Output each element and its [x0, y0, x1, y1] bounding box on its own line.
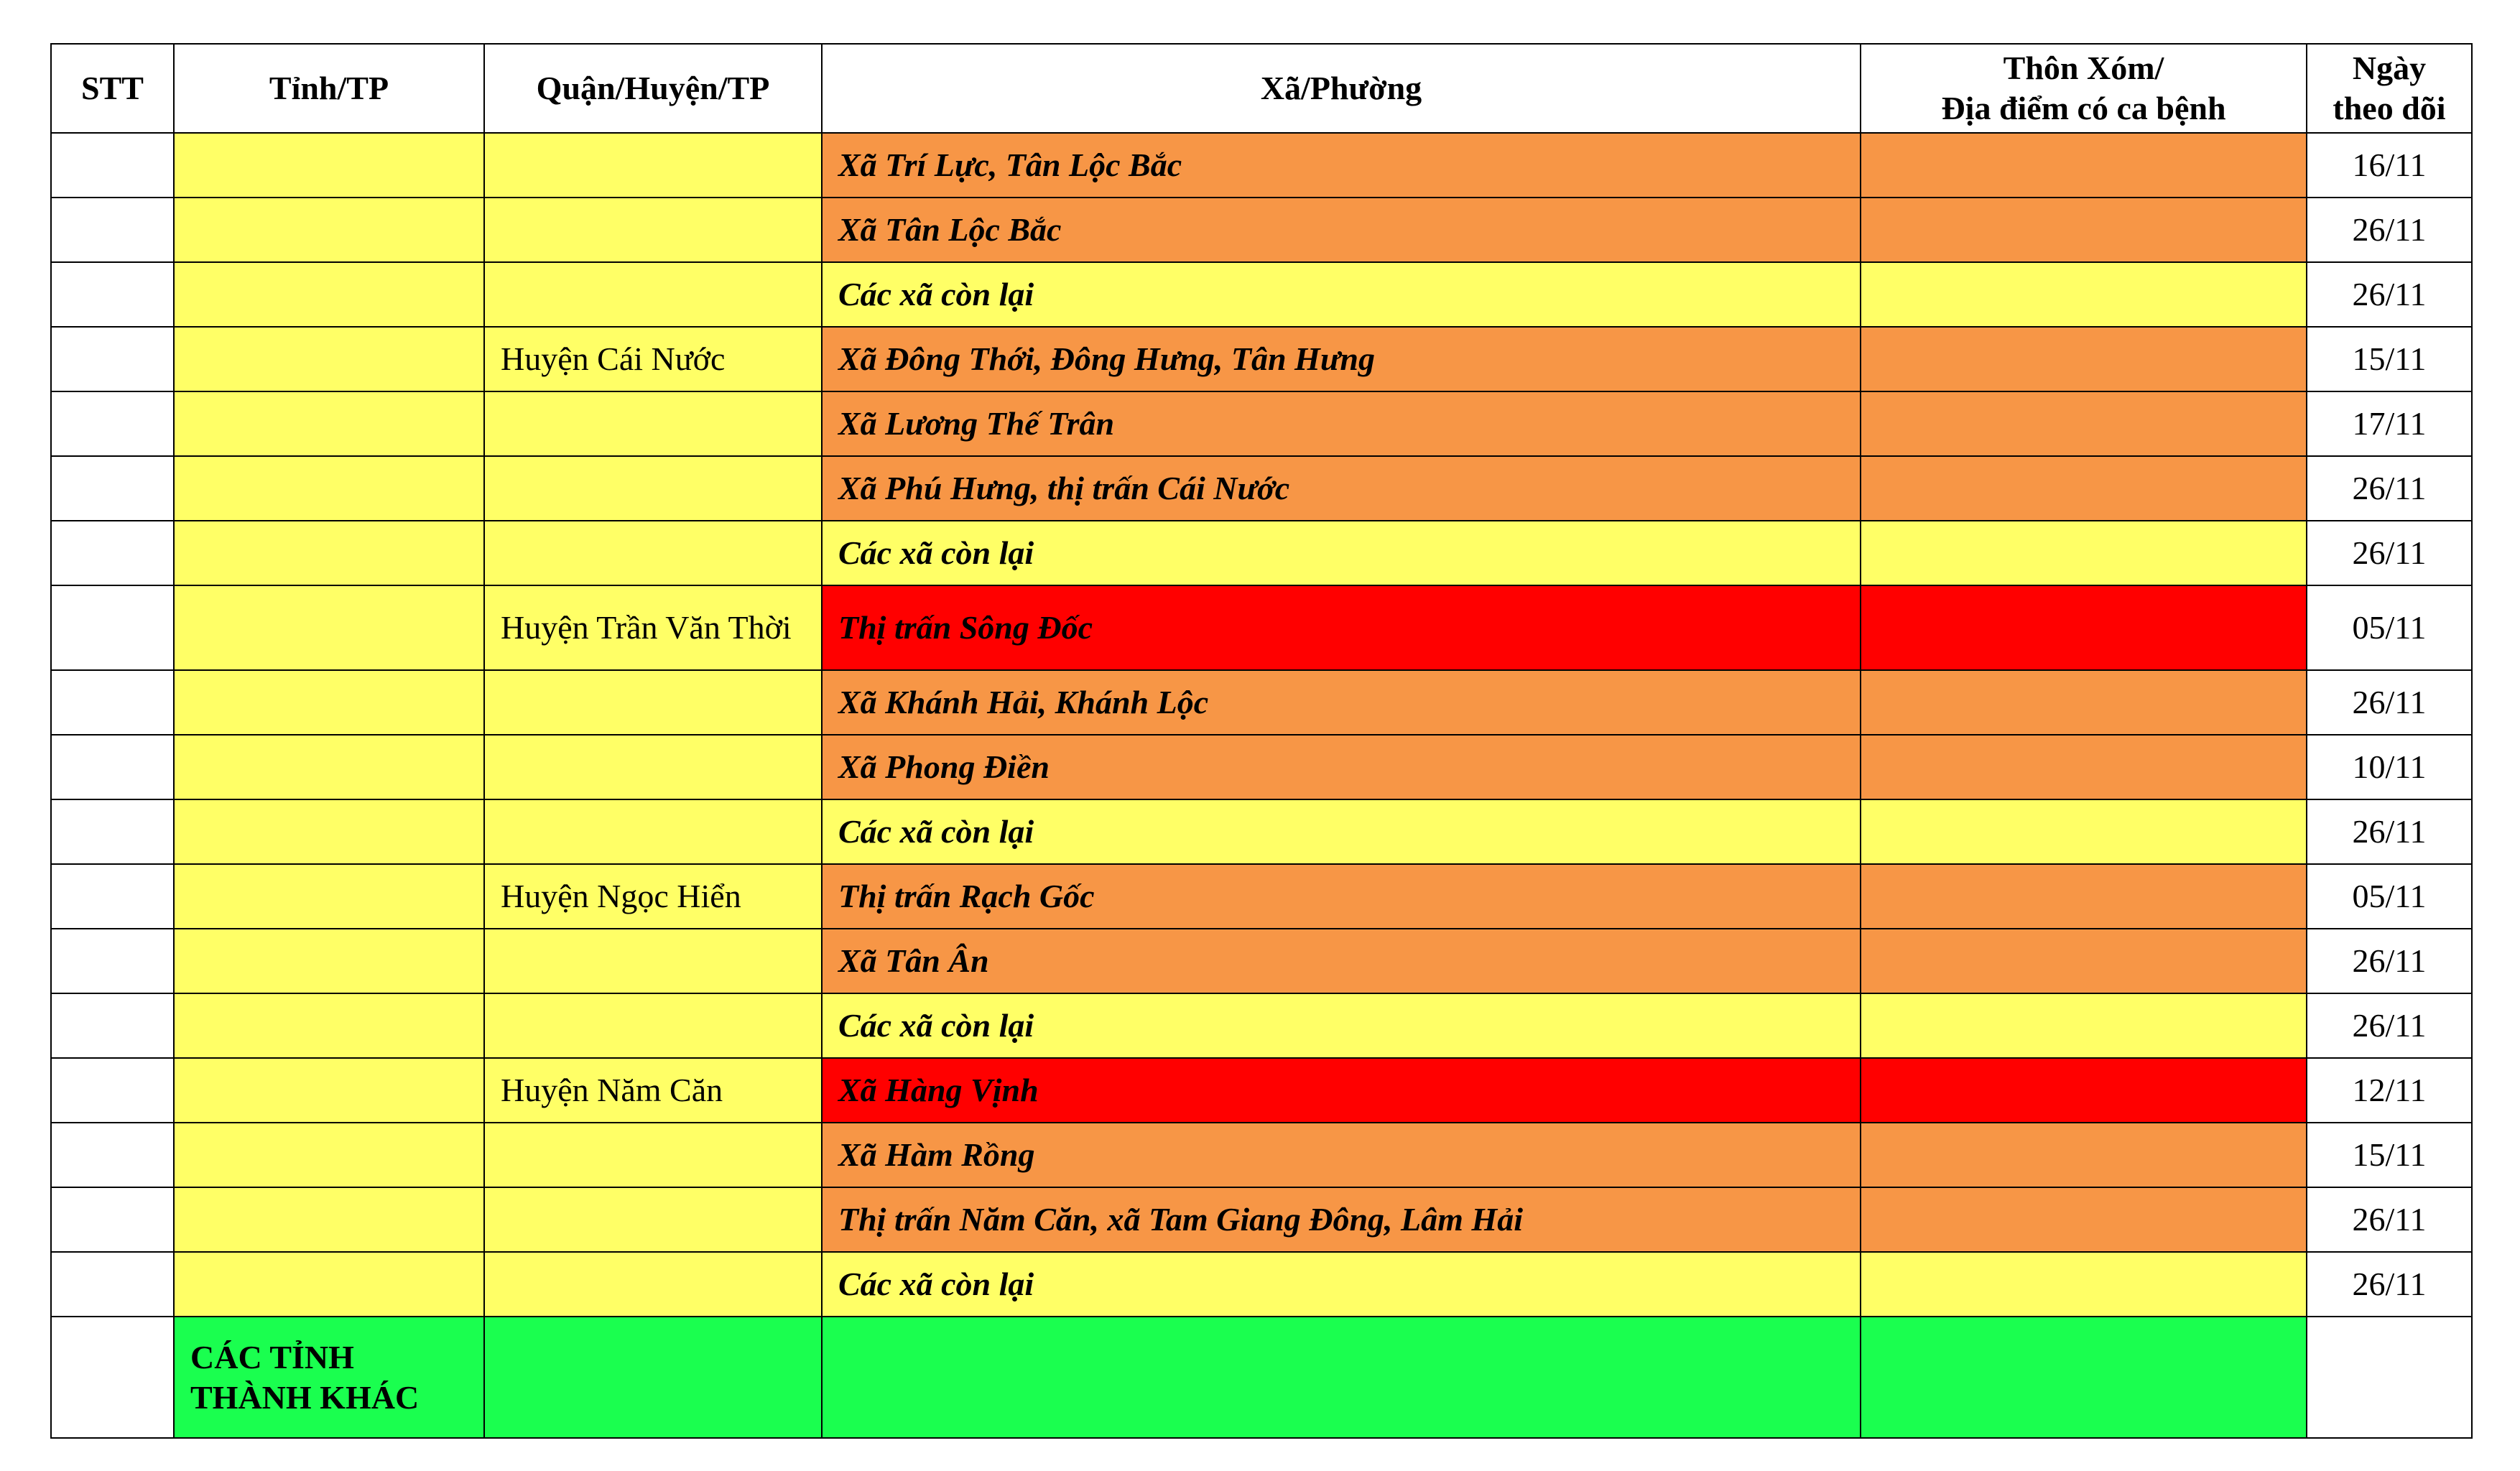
table-row: [51, 456, 2472, 521]
ward-cell: Xã Đông Thới, Đông Hưng, Tân Hưng: [822, 327, 1861, 391]
other-provinces-line1: CÁC TỈNH: [190, 1338, 354, 1375]
stt-cell: [51, 391, 174, 456]
district-cell: [484, 1252, 822, 1317]
ward-cell: Xã Hàng Vịnh: [822, 1058, 1861, 1123]
ward-cell: Xã Phú Hưng, thị trấn Cái Nước: [822, 456, 1861, 521]
ward-cell: Xã Phong Điền: [822, 735, 1861, 799]
date-cell: 26/11: [2307, 993, 2472, 1058]
date-cell: 12/11: [2307, 1058, 2472, 1123]
district-cell: [484, 133, 822, 198]
district-cell: Huyện Ngọc Hiển: [484, 864, 822, 929]
stt-cell: [51, 1252, 174, 1317]
date-cell: 10/11: [2307, 735, 2472, 799]
table-row: [51, 1058, 2472, 1123]
table-row: [51, 521, 2472, 585]
province-cell: [174, 735, 484, 799]
date-cell: 26/11: [2307, 521, 2472, 585]
stt-cell: [51, 262, 174, 327]
location-cell: [1861, 327, 2307, 391]
header-date: [2307, 44, 2472, 133]
province-cell: [174, 864, 484, 929]
ward-cell: Các xã còn lại: [822, 799, 1861, 864]
province-cell: [174, 1252, 484, 1317]
header-province: Tỉnh/TP: [174, 44, 484, 133]
ward-cell: Thị trấn Rạch Gốc: [822, 864, 1861, 929]
stt-cell: [51, 864, 174, 929]
table-row: [51, 864, 2472, 929]
stt-cell: [51, 133, 174, 198]
location-cell: [1861, 1252, 2307, 1317]
province-cell: [174, 327, 484, 391]
stt-cell: [51, 735, 174, 799]
header-date-line2: theo dõi: [2333, 90, 2446, 126]
date-cell: 16/11: [2307, 133, 2472, 198]
other-provinces-line2: THÀNH KHÁC: [190, 1378, 420, 1416]
ward-cell: Xã Tân Ân: [822, 929, 1861, 993]
district-cell: [484, 1123, 822, 1187]
ward-cell: Thị trấn Sông Đốc: [822, 585, 1861, 670]
stt-cell: [51, 327, 174, 391]
table-row: [51, 670, 2472, 735]
ward-cell: Các xã còn lại: [822, 993, 1861, 1058]
date-cell: [2307, 1317, 2472, 1438]
province-cell: [174, 670, 484, 735]
stt-cell: [51, 456, 174, 521]
province-cell: [174, 585, 484, 670]
table-row: [51, 1123, 2472, 1187]
district-cell: [484, 993, 822, 1058]
stt-cell: [51, 1187, 174, 1252]
location-cell: [1861, 799, 2307, 864]
header-row: [51, 44, 2472, 133]
location-cell: [1861, 521, 2307, 585]
header-location-line2: Địa điểm có ca bệnh: [1941, 90, 2226, 126]
other-provinces-cell: [174, 1317, 484, 1438]
district-cell: [484, 521, 822, 585]
date-cell: 17/11: [2307, 391, 2472, 456]
stt-cell: [51, 670, 174, 735]
location-cell: [1861, 456, 2307, 521]
other-provinces-row: [51, 1317, 2472, 1438]
location-cell: [1861, 133, 2307, 198]
table-row: [51, 799, 2472, 864]
date-cell: 26/11: [2307, 929, 2472, 993]
location-cell: [1861, 929, 2307, 993]
ward-cell: Xã Khánh Hải, Khánh Lộc: [822, 670, 1861, 735]
table-row: [51, 1252, 2472, 1317]
province-cell: [174, 198, 484, 262]
district-cell: [484, 198, 822, 262]
province-cell: [174, 1187, 484, 1252]
location-cell: [1861, 1187, 2307, 1252]
ward-cell: Thị trấn Năm Căn, xã Tam Giang Đông, Lâm Hải: [822, 1187, 1861, 1252]
date-cell: 15/11: [2307, 1123, 2472, 1187]
date-cell: 26/11: [2307, 670, 2472, 735]
date-cell: 26/11: [2307, 262, 2472, 327]
stt-cell: [51, 993, 174, 1058]
date-cell: 05/11: [2307, 585, 2472, 670]
ward-cell: Xã Lương Thế Trân: [822, 391, 1861, 456]
table-row: [51, 1187, 2472, 1252]
stt-cell: [51, 585, 174, 670]
location-cell: [1861, 670, 2307, 735]
date-cell: 15/11: [2307, 327, 2472, 391]
header-stt: STT: [51, 44, 174, 133]
table-row: [51, 929, 2472, 993]
stt-cell: [51, 929, 174, 993]
district-cell: Huyện Cái Nước: [484, 327, 822, 391]
district-cell: [484, 670, 822, 735]
province-cell: [174, 521, 484, 585]
province-cell: [174, 799, 484, 864]
location-cell: [1861, 864, 2307, 929]
header-location-line1: Thôn Xóm/: [2003, 50, 2164, 86]
location-cell: [1861, 1317, 2307, 1438]
location-cell: [1861, 391, 2307, 456]
header-ward: Xã/Phường: [822, 44, 1861, 133]
table-row: [51, 735, 2472, 799]
header-location: [1861, 44, 2307, 133]
location-cell: [1861, 585, 2307, 670]
date-cell: 05/11: [2307, 864, 2472, 929]
table-row: [51, 262, 2472, 327]
date-cell: 26/11: [2307, 198, 2472, 262]
header-district: Quận/Huyện/TP: [484, 44, 822, 133]
district-cell: [484, 456, 822, 521]
stt-cell: [51, 1058, 174, 1123]
ward-cell: Các xã còn lại: [822, 521, 1861, 585]
district-cell: [484, 799, 822, 864]
location-cell: [1861, 993, 2307, 1058]
province-cell: [174, 1123, 484, 1187]
province-cell: [174, 391, 484, 456]
district-cell: [484, 929, 822, 993]
date-cell: 26/11: [2307, 799, 2472, 864]
stt-cell: [51, 799, 174, 864]
table-row: [51, 391, 2472, 456]
location-cell: [1861, 1123, 2307, 1187]
stt-cell: [51, 1317, 174, 1438]
province-cell: [174, 133, 484, 198]
ward-cell: Các xã còn lại: [822, 262, 1861, 327]
table-body: [51, 133, 2472, 1438]
location-cell: [1861, 735, 2307, 799]
district-cell: [484, 735, 822, 799]
ward-cell: Xã Trí Lực, Tân Lộc Bắc: [822, 133, 1861, 198]
stt-cell: [51, 1123, 174, 1187]
header-date-line1: Ngày: [2352, 50, 2427, 86]
table-row: [51, 198, 2472, 262]
province-cell: [174, 456, 484, 521]
district-cell: Huyện Năm Căn: [484, 1058, 822, 1123]
district-cell: Huyện Trần Văn Thời: [484, 585, 822, 670]
date-cell: 26/11: [2307, 1252, 2472, 1317]
province-cell: [174, 262, 484, 327]
province-cell: [174, 1058, 484, 1123]
location-cell: [1861, 1058, 2307, 1123]
province-cell: [174, 993, 484, 1058]
ward-cell: [822, 1317, 1861, 1438]
ward-cell: Xã Tân Lộc Bắc: [822, 198, 1861, 262]
table-row: [51, 133, 2472, 198]
district-cell: [484, 262, 822, 327]
ward-cell: Xã Hàm Rồng: [822, 1123, 1861, 1187]
date-cell: 26/11: [2307, 456, 2472, 521]
stt-cell: [51, 198, 174, 262]
table-row: [51, 327, 2472, 391]
district-cell: [484, 1187, 822, 1252]
table-row: [51, 993, 2472, 1058]
table-row: [51, 585, 2472, 670]
date-cell: 26/11: [2307, 1187, 2472, 1252]
province-cell: [174, 929, 484, 993]
district-cell: [484, 391, 822, 456]
location-cell: [1861, 198, 2307, 262]
stt-cell: [51, 521, 174, 585]
location-cell: [1861, 262, 2307, 327]
ward-cell: Các xã còn lại: [822, 1252, 1861, 1317]
district-cell: [484, 1317, 822, 1438]
covid-risk-table: [50, 43, 2473, 1439]
